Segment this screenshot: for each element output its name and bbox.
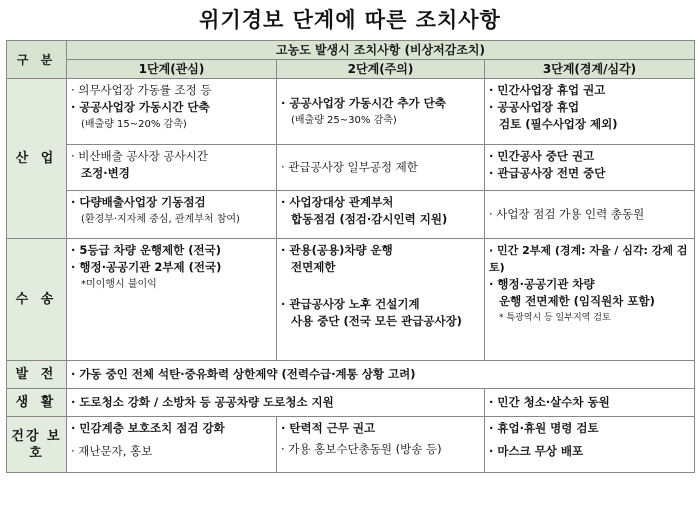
cell-line: · 5등급 차량 운행제한 (전국)	[71, 243, 221, 257]
health-stage1-cell	[67, 417, 277, 473]
industry-stage3-cell-1	[485, 79, 695, 145]
cell-line: · 공공사업장 가동시간 추가 단축	[281, 95, 446, 110]
cell-line: · 관용(공용)차량 운행	[281, 243, 393, 257]
category-header: 구 분	[7, 41, 67, 79]
cell-line: · 다량배출사업장 기동점검	[71, 195, 206, 209]
cell-line: · 관급공사장 일부공정 제한	[281, 160, 418, 174]
transport-stage2-cell	[277, 239, 485, 361]
stage1-header: 1단계(관심)	[67, 60, 277, 79]
industry-stage1-cell-1	[67, 79, 277, 145]
cell-line: 검토 (필수사업장 제외)	[499, 117, 618, 131]
cell-line: · 민간 2부제 (경계: 자율 / 심각: 강제 검토)	[489, 244, 688, 274]
cell-note: *미이행시 불이익	[81, 279, 157, 290]
cell-line: 운행 전면제한 (임직원차 포함)	[499, 294, 655, 308]
cell-line: · 의무사업장 가동률 조정 등	[71, 83, 212, 97]
industry-stage3-cell-3	[485, 191, 695, 239]
cell-line: · 민간사업장 휴업 권고	[489, 83, 606, 97]
cell-line: 전면제한	[291, 260, 336, 274]
cell-line: · 가동 중인 전체 석탄·중유화력 상한제약 (전력수급·계통 상황 고려)	[71, 367, 416, 381]
cell-line: 합동점검 (점검·감시인력 지원)	[291, 212, 448, 226]
industry-stage2-cell-1	[277, 79, 485, 145]
cell-line: · 도로청소 강화 / 소방차 등 공공차량 도로청소 지원	[71, 395, 334, 409]
industry-stage1-cell-2	[67, 145, 277, 191]
cell-line: · 재난문자, 홍보	[71, 444, 153, 458]
cell-line: · 관급공사장 전면 중단	[489, 166, 606, 180]
cell-note: (환경부·지자체 중심, 관계부처 참여)	[81, 214, 240, 225]
cell-line: · 민간공사 중단 권고	[489, 149, 595, 163]
life-stage3-cell	[485, 389, 695, 417]
cell-line: 조정·변경	[81, 166, 130, 180]
cell-line: · 마스크 무상 배포	[489, 444, 584, 458]
measures-table	[6, 40, 695, 473]
cell-note: * 특광역시 등 일부지역 검토	[499, 313, 611, 323]
life-label: 생 활	[7, 389, 67, 417]
health-stage2-cell	[277, 417, 485, 473]
transport-stage3-cell	[485, 239, 695, 361]
cell-line: · 비산배출 공사장 공사시간	[71, 149, 208, 163]
power-cell	[67, 361, 695, 389]
cell-line: · 휴업·휴원 명령 검토	[489, 421, 599, 435]
health-stage3-cell	[485, 417, 695, 473]
life-stage12-cell	[67, 389, 485, 417]
group-header: 고농도 발생시 조치사항 (비상저감조치)	[67, 41, 695, 60]
industry-stage2-cell-3	[277, 191, 485, 239]
stage2-header: 2단계(주의)	[277, 60, 485, 79]
cell-line: · 공공사업장 휴업	[489, 100, 580, 114]
industry-label: 산 업	[7, 79, 67, 239]
stage3-header: 3단계(경계/심각)	[485, 60, 695, 79]
cell-line: · 민간 청소·살수차 동원	[489, 395, 610, 409]
cell-line: · 행정·공공기관 차량	[489, 277, 595, 291]
cell-line: · 민감계층 보호조치 점검 강화	[71, 421, 225, 435]
cell-line: · 공공사업장 가동시간 단축	[71, 100, 210, 114]
industry-stage1-cell-3	[67, 191, 277, 239]
page-title: 위기경보 단계에 따른 조치사항	[199, 8, 501, 32]
transport-stage1-cell	[67, 239, 277, 361]
spacer	[281, 276, 480, 296]
cell-line: · 가용 홍보수단총동원 (방송 등)	[281, 442, 442, 456]
cell-line: 사용 중단 (전국 모든 관급공사장)	[291, 314, 462, 328]
cell-note: (배출량 15~20% 감축)	[81, 119, 187, 130]
cell-line: · 탄력적 근무 권고	[281, 421, 376, 435]
industry-stage3-cell-2	[485, 145, 695, 191]
cell-line: · 행정·공공기관 2부제 (전국)	[71, 260, 222, 274]
transport-label: 수 송	[7, 239, 67, 361]
cell-line: · 사업장 점검 가용 인력 총동원	[489, 207, 645, 221]
cell-note: (배출량 25~30% 감축)	[291, 114, 397, 126]
power-label: 발 전	[7, 361, 67, 389]
cell-line: · 관급공사장 노후 건설기계	[281, 297, 420, 311]
cell-line: · 사업장대상 관계부처	[281, 195, 394, 209]
health-label: 건강 보호	[7, 417, 67, 473]
industry-stage2-cell-2	[277, 145, 485, 191]
